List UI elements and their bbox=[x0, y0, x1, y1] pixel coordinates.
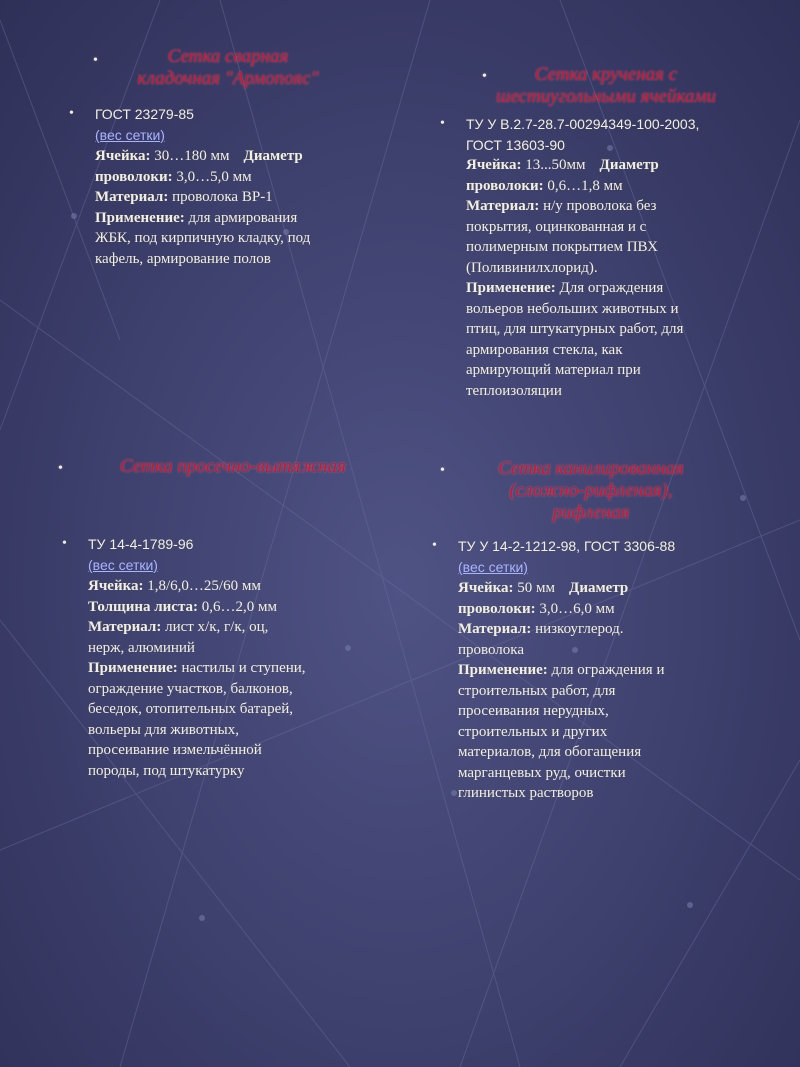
section-title: • Сетка крученая с шестиугольными ячейками bbox=[482, 64, 717, 107]
section-body: • ТУ 14-4-1789-96 (вес сетки) Ячейка: 1,8/6,0…25/60 мм Толщина листа: 0,6…2,0 мм Материал: лист х/к, г/к, оц, нерж, алюминий Применение: настилы и ступени, ограждение участков, балконов, беседок, отопительных батарей, вольеры для животных, просеивание измельчённой породы, под штукатурку bbox=[88, 534, 398, 781]
mesh-weight-link[interactable]: (вес сетки) bbox=[95, 126, 165, 143]
title-bullet: • bbox=[93, 53, 98, 68]
section-twisted-mesh bbox=[440, 64, 766, 401]
section-expanded-mesh bbox=[58, 456, 398, 781]
section-body: • ТУ У В.2.7-28.7-00294349-100-2003, ГОСТ 13603-90 Ячейка: 13...50мм Диаметр проволоки: 0,6…1,8 мм Материал: н/у проволока без покрытия, оцинкованная и с полимерным покрытием ПВХ (Поливинилхлорид). Применение: Для ограждения вольеров небольших животных и птиц, для штукатурных работ, для армирования стекла, как армирующий материал при теплоизоляции bbox=[466, 114, 766, 401]
body-bullet: • bbox=[432, 538, 437, 553]
title-bullet: • bbox=[440, 463, 445, 478]
section-title: • Сетка канилированная (сложно-рифленая), рифленая bbox=[440, 458, 684, 523]
section-body: • ТУ У 14-2-1212-98, ГОСТ 3306-88 (вес сетки) Ячейка: 50 мм Диаметр проволоки: 3,0…6,0 мм Материал: низкоуглерод. проволока Применение: для ограждения и строительных работ, для просеивания нерудных, строительных и других материалов, для обогащения марганцевых руд, очистки глинистых растворов bbox=[458, 536, 768, 804]
standard-code: ГОСТ 13603-90 bbox=[466, 136, 565, 153]
standard-code: ГОСТ 23279-85 bbox=[95, 106, 194, 122]
standard-code: ТУ 14-4-1789-96 bbox=[88, 536, 194, 552]
section-body: • ГОСТ 23279-85 (вес сетки) Ячейка: 30…180 мм Диаметр проволоки: 3,0…5,0 мм Материал: проволока ВР-1 Применение: для армирования ЖБК, под кирпичную кладку, под кафель, армирование полов bbox=[95, 104, 395, 269]
body-bullet: • bbox=[440, 116, 445, 131]
section-welded-mesh bbox=[69, 46, 395, 269]
standard-code: ТУ У В.2.7-28.7-00294349-100-2003, bbox=[466, 116, 700, 132]
section-crimped-mesh bbox=[432, 458, 768, 804]
title-bullet: • bbox=[58, 461, 63, 476]
section-title: • Сетка просечно-вытяжная bbox=[78, 456, 388, 478]
body-bullet: • bbox=[62, 536, 67, 551]
mesh-weight-link[interactable]: (вес сетки) bbox=[458, 558, 528, 575]
title-bullet: • bbox=[482, 69, 487, 84]
mesh-weight-link[interactable]: (вес сетки) bbox=[88, 556, 158, 573]
standard-code: ТУ У 14-2-1212-98, ГОСТ 3306-88 bbox=[458, 538, 676, 554]
body-bullet: • bbox=[69, 106, 74, 121]
section-title: • Сетка сварная кладочная "Армопояс" bbox=[93, 46, 319, 89]
